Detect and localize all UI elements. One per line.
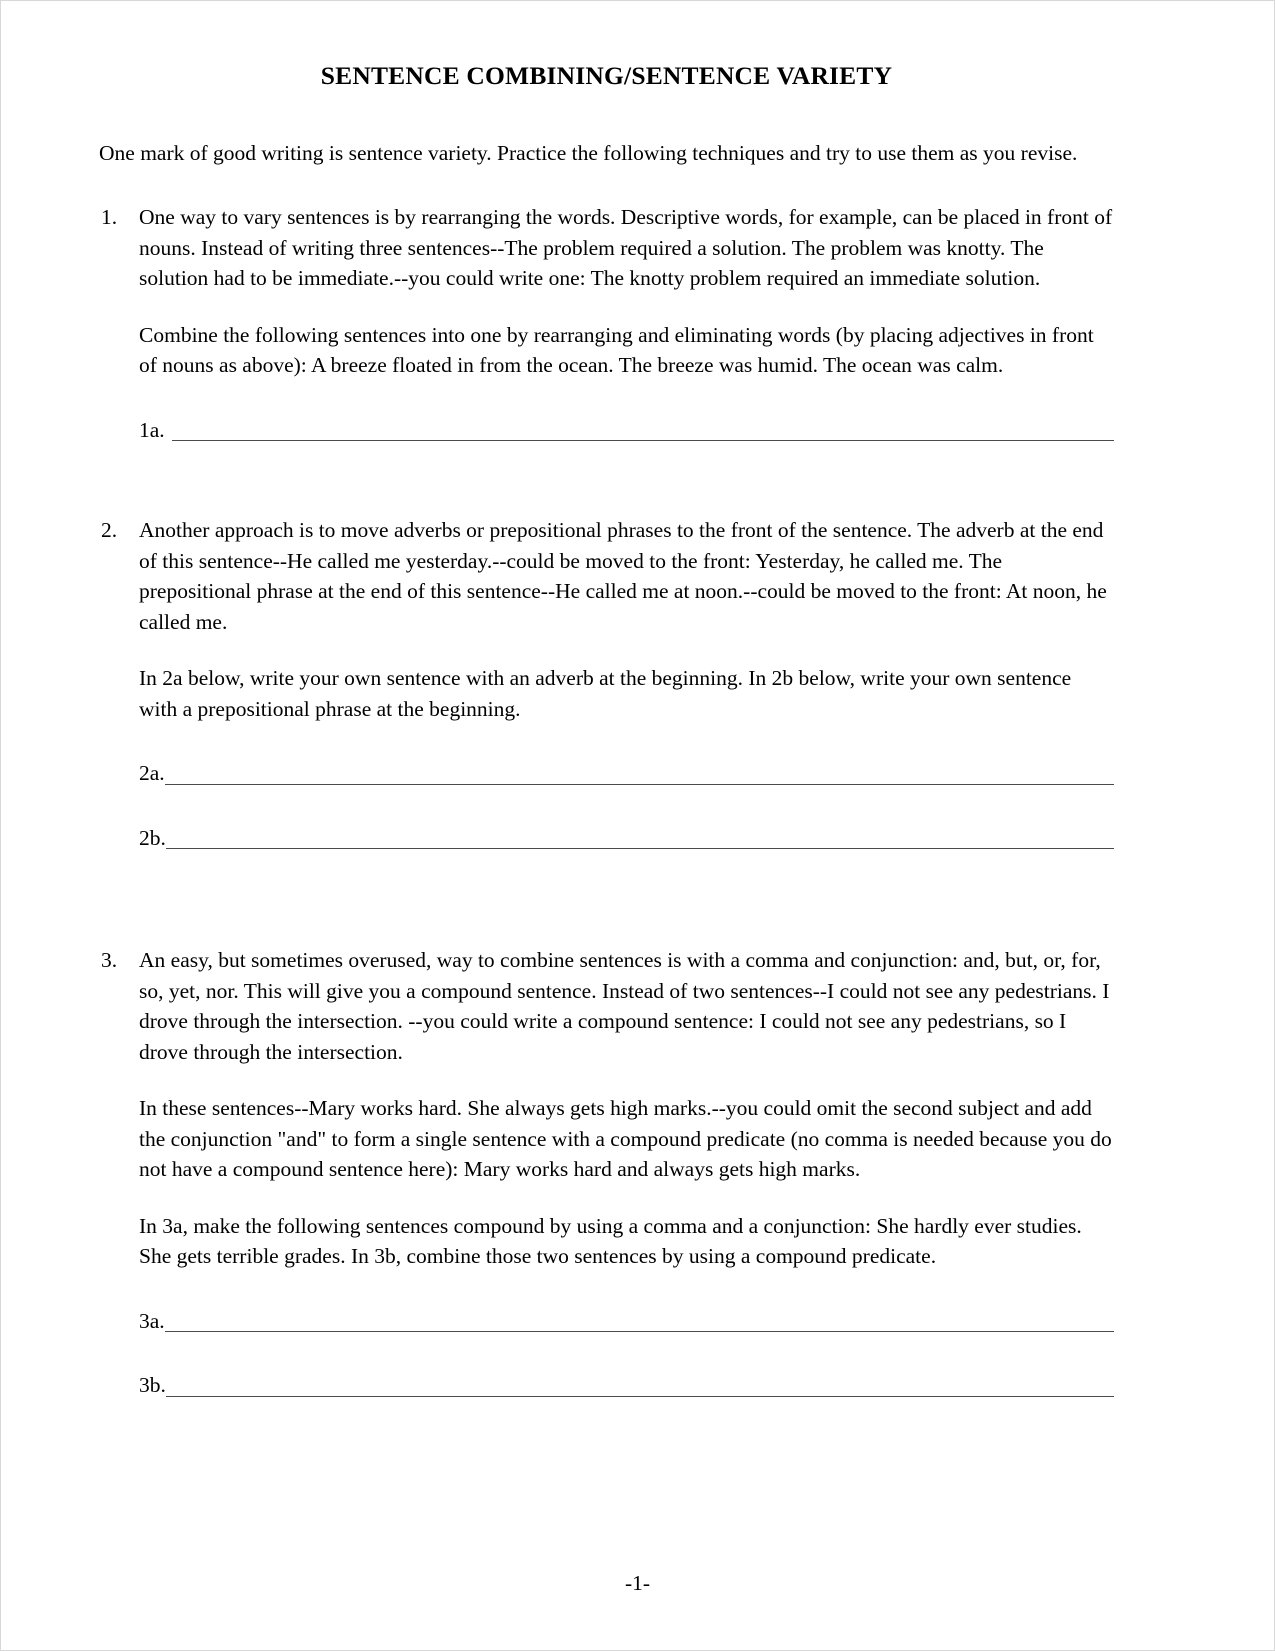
item-number-3: 3. <box>101 948 118 973</box>
answer-line-1a[interactable] <box>139 415 1114 446</box>
page-number-footer: -1- <box>624 1571 651 1595</box>
answer-blank-3a[interactable] <box>165 1331 1114 1332</box>
answer-label-2a: 2a. <box>139 761 165 786</box>
answer-label-3a: 3a. <box>139 1308 165 1333</box>
item-number-1: 1. <box>101 205 118 230</box>
answer-blank-1a[interactable] <box>172 440 1114 441</box>
numbered-item-2 <box>99 515 1114 853</box>
numbered-item-3 <box>99 945 1114 1401</box>
item-number-2: 2. <box>101 518 118 543</box>
answer-line-2a[interactable] <box>139 758 1114 789</box>
item-1-paragraph-1: One way to vary sentences is by rearranging the words. Descriptive words, for example, can be placed in front of nouns. Instead of writing three sentences--The problem required a solution. The problem was knotty. The solution had to be immediate.--you could write one: The knotty problem required an immediate solution. <box>139 205 1113 291</box>
answer-label-2b: 2b. <box>139 825 166 850</box>
item-2-paragraph-1: Another approach is to move adverbs or prepositional phrases to the front of the sentence. The adverb at the end of this sentence--He called me yesterday.--could be moved to the front: Yesterday, he called me. The prepositional phrase at the end of this sentence--He called me at noon.--could be moved to the front: At noon, he called me. <box>139 518 1107 634</box>
answer-label-3b: 3b. <box>139 1373 166 1398</box>
answer-blank-2b[interactable] <box>166 848 1114 849</box>
item-3-paragraph-1: An easy, but sometimes overused, way to combine sentences is with a comma and conjunction: and, but, or, for, so, yet, nor. This will give you a compound sentence. Instead of two sentences--I could not see any pedestrians. I drove through the intersection. --you could write a compound sentence: I could not see any pedestrians, so I drove through the intersection. <box>139 948 1110 1064</box>
answer-line-2b[interactable] <box>139 823 1114 854</box>
answer-blank-3b[interactable] <box>166 1396 1114 1397</box>
item-3-paragraph-3: In 3a, make the following sentences compound by using a comma and a conjunction: She hardly ever studies. She gets terrible grades. In 3b, combine those two sentences by using a compound predicate. <box>139 1213 1082 1269</box>
document-content <box>99 61 1114 1435</box>
numbered-item-1 <box>99 202 1114 445</box>
section-spacer <box>99 479 1114 515</box>
section-spacer <box>99 909 1114 945</box>
item-3-paragraph-2: In these sentences--Mary works hard. She always gets high marks.--you could omit the second subject and add the conjunction "and" to form a single sentence with a compound predicate (no comma is needed because you do not have a compound sentence here): Mary works hard and always gets high marks. <box>139 1096 1112 1182</box>
item-2-paragraph-2: In 2a below, write your own sentence with an adverb at the beginning. In 2b below, write your own sentence with a prepositional phrase at the beginning. <box>139 666 1072 721</box>
intro-paragraph: One mark of good writing is sentence variety. Practice the following techniques and try to use them as you revise. <box>99 140 1078 165</box>
item-1-paragraph-2: Combine the following sentences into one by rearranging and eliminating words (by placing adjectives in front of nouns as above): A breeze floated in from the ocean. The breeze was humid. The ocean was calm. <box>139 322 1094 378</box>
answer-line-3a[interactable] <box>139 1306 1114 1337</box>
answer-label-1a: 1a. <box>139 417 165 442</box>
answer-blank-2a[interactable] <box>165 784 1114 785</box>
page-title: SENTENCE COMBINING/SENTENCE VARIETY <box>320 61 893 90</box>
answer-line-3b[interactable] <box>139 1370 1114 1401</box>
